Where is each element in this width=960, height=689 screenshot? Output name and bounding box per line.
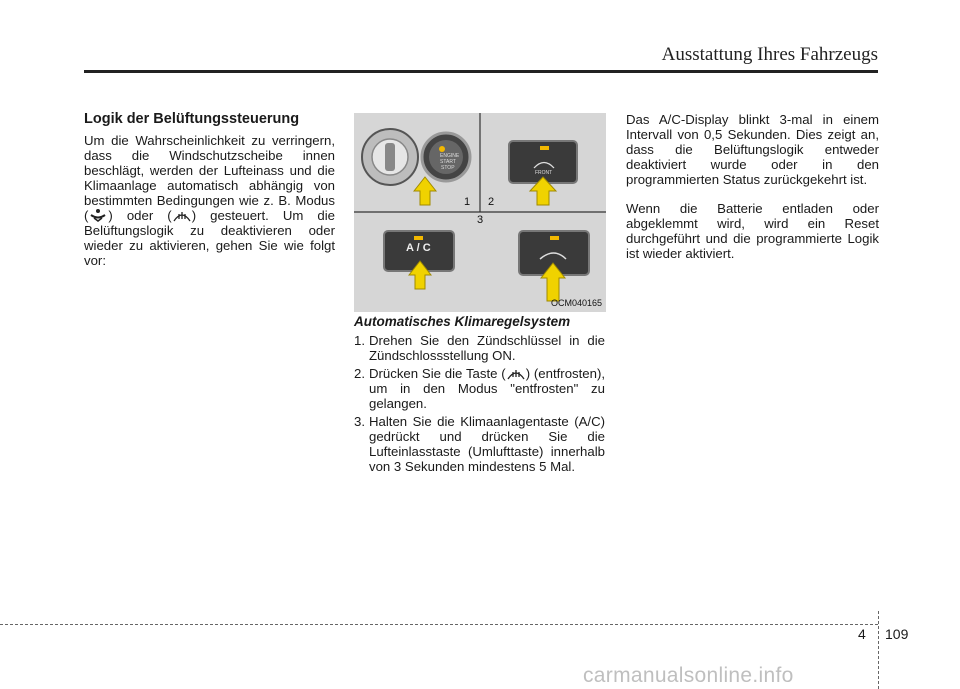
section-heading: Logik der Belüftungssteuerung xyxy=(84,111,300,127)
paragraph: Das A/C-Display blinkt 3-mal in einem Intervall von 0,5 Sekunden. Dies zeigt an, dass die Belüftungslogik entweder deaktiviert wurde oder in den programmierten Status zurückgekehrt ist. xyxy=(626,112,879,187)
subsection-heading: Automatisches Klimaregelsystem xyxy=(354,314,571,329)
steps-list xyxy=(354,333,605,474)
stop-text-1: ENGINE xyxy=(440,153,460,159)
page-number: 109 xyxy=(885,626,909,642)
step-number: 2. xyxy=(354,366,365,381)
ac-label: A / C xyxy=(406,242,431,254)
step-text-before: Drücken Sie die Taste ( xyxy=(369,366,506,381)
intro-text-3: ) gesteuert. Um die Belüftungslogik zu deaktivieren oder wieder zu aktivieren, gehen Sie wie folgt vor: xyxy=(84,208,335,268)
illustration-drawing xyxy=(354,113,606,312)
front-label: FRONT xyxy=(535,170,553,176)
illustration xyxy=(354,113,606,312)
right-column xyxy=(626,112,879,275)
ignition-key-icon xyxy=(362,129,418,185)
step-text: Halten Sie die Klimaanlagentaste (A/C) gedrückt und drücken Sie die Lufteinlasstaste (Umlufttaste) innerhalb von 3 Sekunden mindestens 5 Mal. xyxy=(369,414,605,474)
figure-label-3: 3 xyxy=(477,214,484,226)
footer-rule xyxy=(0,624,878,625)
step-text-after: ) (entfrosten), um in den Modus "entfrosten" zu gelangen. xyxy=(369,366,606,411)
chapter-number: 4 xyxy=(858,626,866,642)
list-item xyxy=(354,414,605,474)
watermark: carmanualsonline.info xyxy=(583,664,794,687)
header-title: Ausstattung Ihres Fahrzeugs xyxy=(661,44,878,65)
step-number: 1. xyxy=(354,333,365,348)
defrost-icon xyxy=(506,366,526,380)
header-rule xyxy=(84,70,878,73)
middle-column xyxy=(354,314,605,477)
footer-divider xyxy=(878,611,879,689)
left-column xyxy=(84,112,335,282)
list-item xyxy=(354,333,605,363)
step-text xyxy=(369,366,605,411)
defrost-icon xyxy=(172,208,192,222)
figure-label-1: 1 xyxy=(464,196,471,208)
stop-text-3: STOP xyxy=(441,165,455,171)
figure-label-2: 2 xyxy=(488,196,495,208)
intro-paragraph xyxy=(84,133,335,268)
intro-text-2: ) oder ( xyxy=(108,208,172,223)
step-text: Drehen Sie den Zündschlüssel in die Zündschlossstellung ON. xyxy=(369,333,605,363)
mode-icon xyxy=(88,208,108,222)
step-number: 3. xyxy=(354,414,365,429)
intro-text-1: Um die Wahrscheinlichkeit zu verringern, dass die Windschutzscheibe innen beschlägt, werden der Lufteinass und die Klimaanlage automatisch abhängig von bestimmten Bedingungen wie z. B. Modus ( xyxy=(84,133,335,223)
list-item xyxy=(354,366,605,411)
paragraph: Wenn die Batterie entladen oder abgeklemmt wird, wird ein Reset durchgeführt und die programmierte Logik ist wieder aktiviert. xyxy=(626,201,879,261)
figure-code: OCM040165 xyxy=(550,298,602,308)
stop-text-2: START xyxy=(440,159,456,165)
